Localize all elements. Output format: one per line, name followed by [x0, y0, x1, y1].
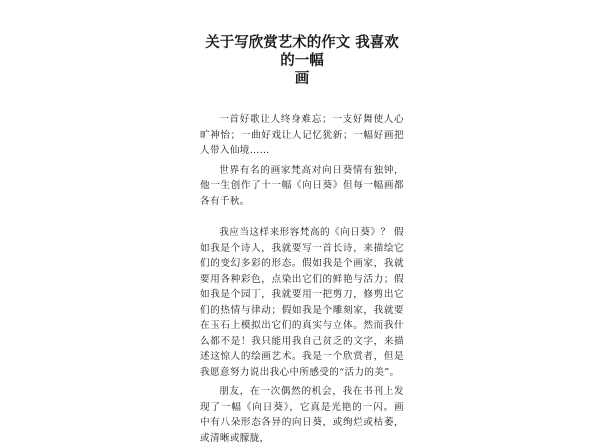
document-title: [200, 34, 404, 88]
paragraph-description: 我应当这样来形容梵高的《向日葵》？ 假如我是个诗人，我就要写一首长诗，来描绘它们的变幻多彩的形态。假如我是个画家，我就要用各种彩色，点染出它们的鲜艳与活力；假如我是个园丁，我就要用一把剪刀，修剪出它们的热情与律动；假如我是个雕刻家，我就要在玉石上模拟出它们的真实与立体。然而我什么都不是！我只能用我自己贫乏的文字，来描述这惊人的绘画艺术。我是一个欣赏者，但是我愿意努力说出我心中所感受的“活力的美”。: [200, 227, 404, 378]
paragraph-intro: 一首好歌让人终身难忘；一支好舞使人心旷神怡；一曲好戏让人记忆犹新；一幅好画把人带入仙境……: [200, 114, 404, 156]
paragraph-discovery: 朋友，在一次偶然的机会，我在书刊上发现了一幅《向日葵》，它真是光艳的一闪。画中有八朵形态各异的向日葵，或绚烂或枯萎，或清晰或朦胧，: [200, 386, 404, 444]
title-line-1: 关于写欣赏艺术的作文 我喜欢的一幅: [205, 35, 399, 69]
paragraph-van-gogh: 世界有名的画家梵高对向日葵情有独钟，他一生创作了十一幅《向日葵》但每一幅画都各有千秋。: [200, 164, 404, 207]
title-line-2: 画: [294, 71, 310, 87]
document-body: [200, 112, 404, 446]
document: [200, 34, 404, 446]
